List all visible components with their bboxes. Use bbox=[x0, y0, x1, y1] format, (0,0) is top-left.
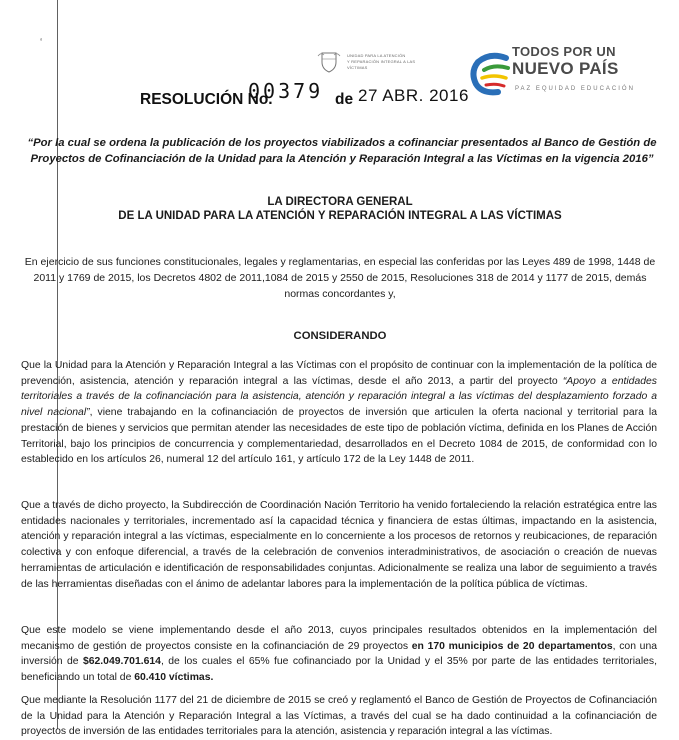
institution-line-2: Y REPARACIÓN INTEGRAL A LAS VÍCTIMAS bbox=[347, 59, 416, 70]
p3-text-c: , de los cuales el 65% fue cofinanciado por la Unidad y el 35% por parte de las entidades territoriales, beneficiando un total de bbox=[21, 656, 658, 684]
resolution-label: RESOLUCIÓN No. bbox=[140, 91, 273, 108]
p1-text-b: , viene trabajando en la cofinanciación de proyectos de inversión que articulen la oferta nacional y territorial para la prestación de bienes y servicios que permitan atender las necesidades de este tipo de población víctima, definida en los Planes de Acción Territorial, bajo los principios de concurrencia y complementariedad, desarrollados en el Decreto 1084 de 2015, de conformidad con lo establecido en los artículos 26, numeral 12 del artículo 161, y artículo 172 de la Ley 1448 de 2011. bbox=[21, 407, 657, 466]
legal-powers: En ejercicio de sus funciones constitucionales, legales y reglamentarias, en especial las conferidas por las Leyes 489 de 1998, 1448 de 2011 y 1769 de 2015, los Decretos 4802 de 2011,1084 de 2015 y 2550 de 2015, Resoluciones 318 de 2014 y 1177 de 2015, demás normas concordantes y, bbox=[24, 256, 656, 300]
p3-victims: 60.410 víctimas. bbox=[134, 672, 214, 684]
p3-municipalities: en 170 municipios de 20 departamentos bbox=[411, 640, 613, 652]
paragraph-1 bbox=[21, 358, 657, 468]
paragraph-3 bbox=[21, 623, 657, 686]
slogan-line-1: TODOS POR UN bbox=[512, 44, 616, 59]
p1-project-name: “Apoyo a entidades territoriales a través de la cofinanciación para la asistencia, atención y reparación integral a las víctimas del desplazamiento forzado a nivel nacional” bbox=[21, 375, 657, 419]
paragraph-2: Que a través de dicho proyecto, la Subdirección de Coordinación Nación Territorio ha venido fortaleciendo la relación estratégica entre las entidades nacionales y territoriales, incrementado así la capacidad técnica y financiera de estas últimas, impactando en la asistencia, atención y reparación integral a las víctimas, especialmente en lo concerniente a los procesos de retornos y reubicaciones, de reparación colectiva y con enfoque diferencial, a través de la celebración de convenios interadministrativos, de asociación o creación de nuevas herramientas de articulación e identificación de responsabilidades conjuntas. Adicionalmente se realiza una labor de seguimiento a través de las herramientas diseñadas con el ánimo de adelantar labores para la implementación de la política pública de víctimas. bbox=[21, 500, 657, 590]
issuing-authority bbox=[80, 195, 600, 223]
considering-heading: CONSIDERANDO bbox=[293, 330, 387, 342]
p3-text-b: , con una inversión de bbox=[21, 640, 657, 668]
p3-investment: $62.049.701.614 bbox=[82, 656, 161, 668]
paragraph-4: Que mediante la Resolución 1177 del 21 de diciembre de 2015 se creó y reglamentó el Banco de Gestión de Proyectos de Cofinanciación de la Unidad para la Atención y Reparación Integral a las Víctimas, a través del cual se ha dado continuidad a la cofinanciación de proyectos de inversión de las entidades territoriales para la atención, asistencia y reparación integral a las víctimas. bbox=[21, 695, 657, 738]
p3-text-a: Que este modelo se viene implementando desde el año 2013, cuyos principales resultados obtenidos en la implementación del mecanismo de gestión de proyectos consiste en la cofinanciación de 29 proyectos bbox=[21, 625, 657, 652]
slogan-line-3: PAZ EQUIDAD EDUCACIÓN bbox=[515, 86, 635, 92]
resolution-number: 00379 bbox=[248, 79, 324, 103]
margin-mark: ‘ bbox=[40, 37, 43, 48]
resolution-title: “Por la cual se ordena la publicación de los proyectos viabilizados a cofinanciar presentados al Banco de Gestión de Proyectos de Cofinanciación de la Unidad para la Atención y Reparación Integral a las Víctimas en la vigencia 2016” bbox=[27, 137, 657, 165]
authority-line-2: DE LA UNIDAD PARA LA ATENCIÓN Y REPARACIÓN INTEGRAL A LAS VÍCTIMAS bbox=[118, 210, 562, 222]
resolution-de: de bbox=[335, 91, 354, 108]
coat-of-arms-icon bbox=[316, 50, 342, 74]
institution-name bbox=[347, 53, 427, 71]
p1-text-a: Que la Unidad para la Atención y Reparación Integral a las Víctimas con el propósito de continuar con la implementación de la política de prevención, asistencia, atención y reparación integral a las víctimas, desde el año 2013, a partir del proyecto bbox=[21, 360, 657, 387]
slogan-line-2: NUEVO PAÍS bbox=[512, 59, 619, 78]
resolution-date: 27 ABR. 2016 bbox=[358, 86, 469, 105]
authority-line-1: LA DIRECTORA GENERAL bbox=[267, 196, 413, 208]
institution-line-1: UNIDAD PARA LA ATENCIÓN bbox=[347, 53, 406, 58]
nuevo-pais-logo-icon bbox=[468, 50, 514, 98]
